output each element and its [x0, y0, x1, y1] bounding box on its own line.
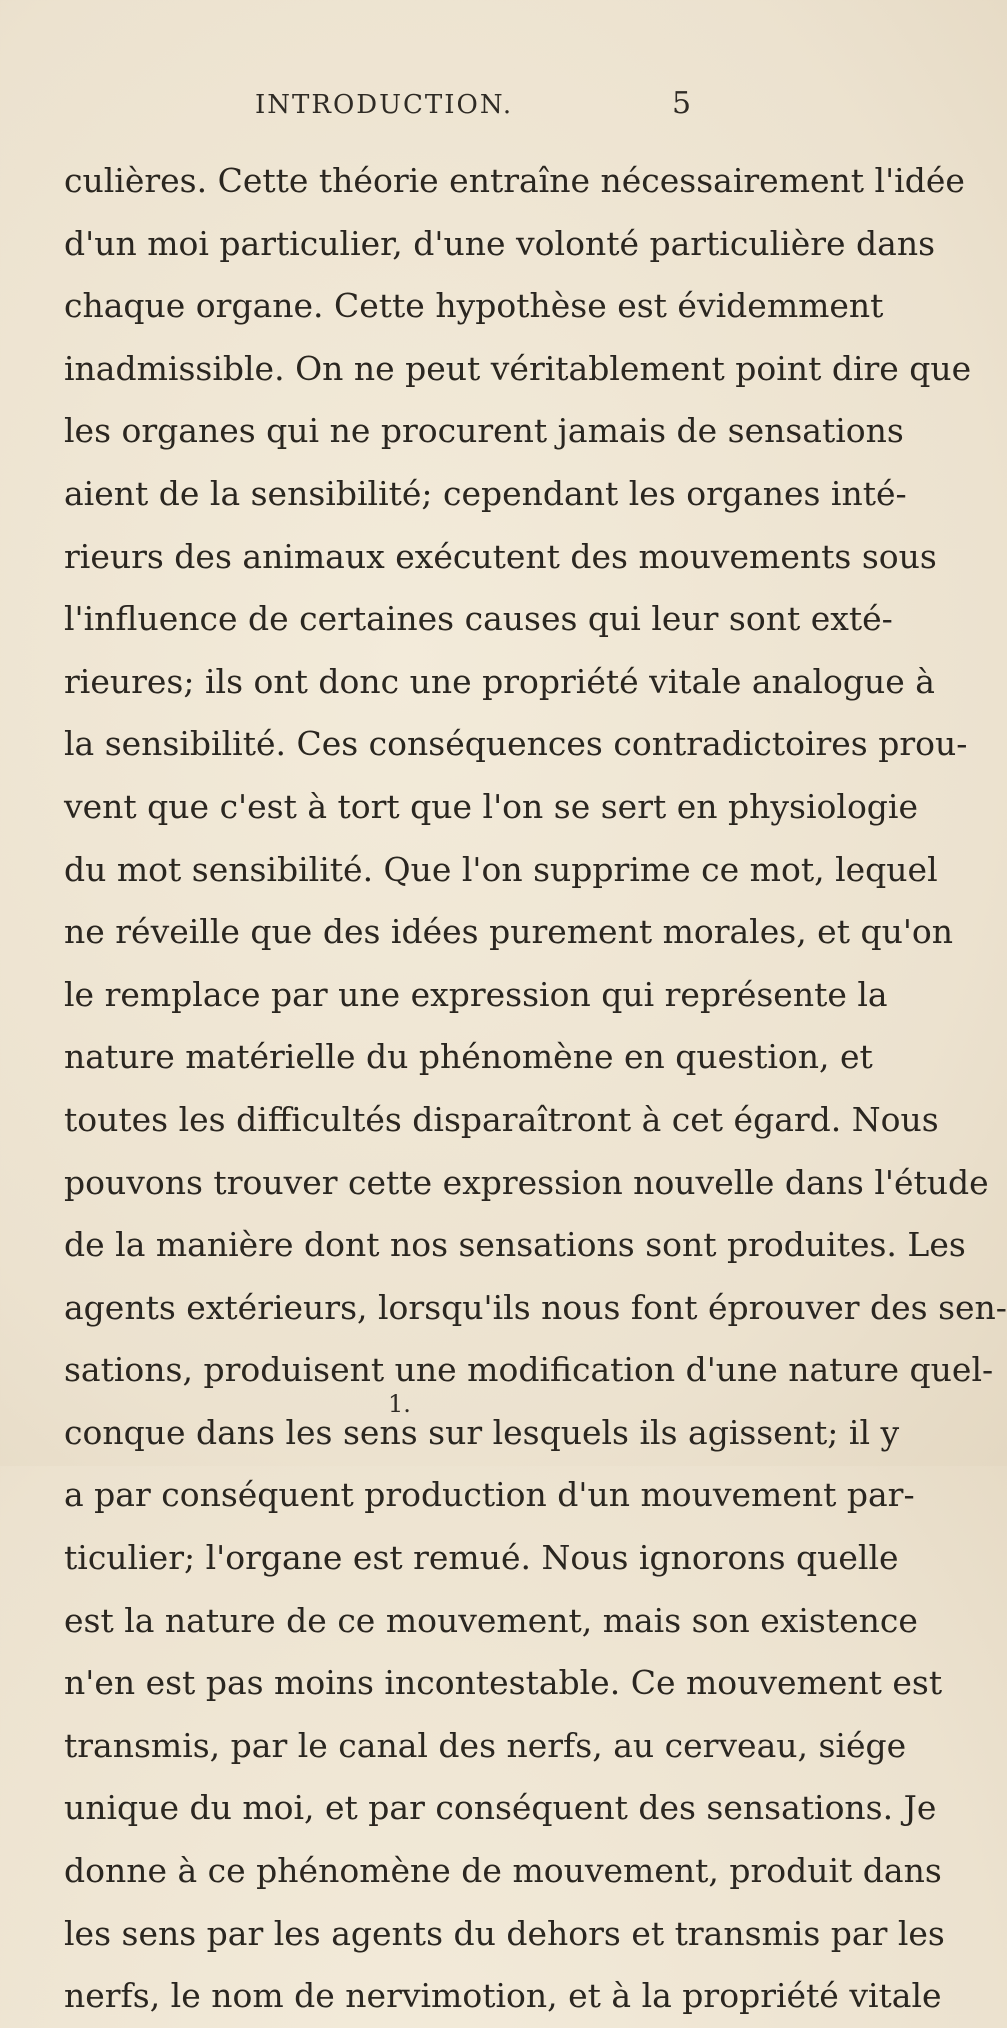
- text-line: nature matérielle du phénomène en question, et: [64, 1037, 873, 1077]
- text-line: nerfs, le nom de nervimotion, et à la propriété vitale: [64, 1976, 942, 2016]
- text-line: du mot sensibilité. Que l'on supprime ce mot, lequel: [64, 849, 938, 889]
- text-line: le remplace par une expression qui représente la: [64, 974, 888, 1014]
- text-line: de la manière dont nos sensations sont produites. Les: [64, 1225, 966, 1265]
- page-number: 5: [672, 86, 692, 121]
- text-line: transmis, par le canal des nerfs, au cerveau, siége: [64, 1725, 907, 1765]
- text-line: pouvons trouver cette expression nouvelle dans l'étude: [64, 1162, 989, 1202]
- text-line: la sensibilité. Ces conséquences contradictoires prou-: [64, 724, 968, 764]
- text-line: inadmissible. On ne peut véritablement point dire que: [64, 348, 972, 388]
- running-title: INTRODUCTION.: [255, 90, 514, 120]
- text-line: l'influence de certaines causes qui leur sont exté-: [64, 599, 893, 639]
- text-line: culières. Cette théorie entraîne nécessairement l'idée: [64, 161, 965, 200]
- text-line: ne réveille que des idées purement morales, et qu'on: [64, 912, 954, 952]
- text-line: agents extérieurs, lorsqu'ils nous font éprouver des sen-: [64, 1287, 1007, 1327]
- text-line: est la nature de ce mouvement, mais son existence: [64, 1600, 918, 1640]
- text-line: chaque organe. Cette hypothèse est évidemment: [64, 286, 884, 326]
- text-line: n'en est pas moins incontestable. Ce mouvement est: [64, 1663, 943, 1703]
- text-line: vent que c'est à tort que l'on se sert en physiologie: [64, 786, 919, 826]
- text-line: rieures; ils ont donc une propriété vitale analogue à: [64, 661, 935, 701]
- text-line: ticulier; l'organe est remué. Nous ignorons quelle: [64, 1538, 899, 1578]
- text-line: a par conséquent production d'un mouvement par-: [64, 1475, 915, 1515]
- body-text: [64, 150, 1007, 2028]
- signature-mark: 1.: [388, 1390, 411, 1418]
- text-line: rieurs des animaux exécutent des mouvements sous: [64, 536, 937, 576]
- text-line: les organes qui ne procurent jamais de sensations: [64, 411, 904, 451]
- text-line: donne à ce phénomène de mouvement, produit dans: [64, 1851, 942, 1891]
- text-line: d'un moi particulier, d'une volonté particulière dans: [64, 223, 936, 263]
- text-line: unique du moi, et par conséquent des sensations. Je: [64, 1788, 937, 1828]
- text-line: toutes les difficultés disparaîtront à cet égard. Nous: [64, 1099, 939, 1139]
- text-line: conque dans les sens sur lesquels ils agissent; il y: [64, 1412, 900, 1452]
- text-line: sations, produisent une modification d'une nature quel-: [64, 1350, 994, 1390]
- text-line: aient de la sensibilité; cependant les organes inté-: [64, 473, 907, 513]
- text-line: les sens par les agents du dehors et transmis par les: [64, 1913, 945, 1953]
